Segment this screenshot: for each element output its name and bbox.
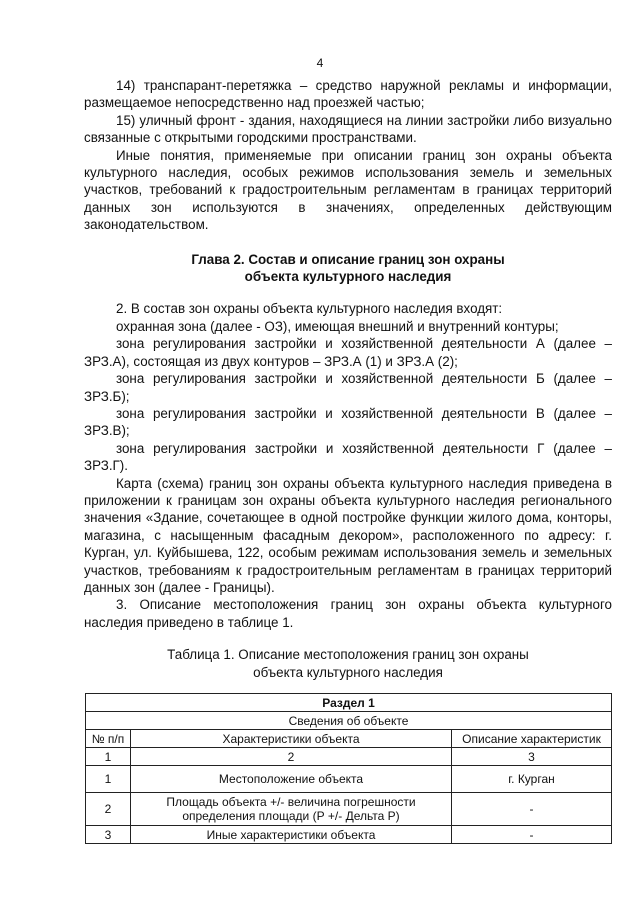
table-cell: г. Курган [452, 766, 612, 793]
table-cell: - [452, 826, 612, 844]
paragraph-zone-v: зона регулирования застройки и хозяйственной деятельности В (далее – ЗРЗ.В); [84, 405, 612, 439]
table-caption-line-1: Таблица 1. Описание местоположения границ зон охраны [167, 647, 529, 663]
table-caption-line-2: объекта культурного наследия [253, 664, 443, 680]
table-subsection-title: Сведения об объекте [86, 712, 612, 730]
paragraph-zone-a: зона регулирования застройки и хозяйственной деятельности А (далее – ЗРЗ.А), состоящая из двух контуров – ЗРЗ.А (1) и ЗРЗ.А (2); [84, 336, 612, 369]
page-number: 4 [316, 56, 324, 70]
table-row [86, 712, 612, 730]
table-row [86, 748, 612, 766]
paragraph-term-15: 15) уличный фронт - здания, находящиеся на линии застройки либо визуально связанные с открытыми городскими пространствами. [84, 112, 612, 146]
table-row [86, 694, 612, 712]
table-cell: 2 [131, 748, 452, 766]
paragraph-other-terms: Иные понятия, применяемые при описании границ зон охраны объекта культурного наследия, особых режимов использования земель и земельных участков, требований к градостроительным регламентам в границах территорий данных зон используются в значениях, определенных действующим законодательством. [84, 147, 612, 233]
table-cell: 3 [86, 826, 131, 844]
table-cell: - [452, 793, 612, 826]
table-section-title: Раздел 1 [86, 694, 612, 712]
table-cell: Площадь объекта +/- величина погрешности определения площади (Р +/- Дельта Р) [131, 793, 452, 826]
table-row [86, 826, 612, 844]
paragraph-map: Карта (схема) границ зон охраны объекта культурного наследия приведена в приложении к границам зон охраны объекта культурного наследия регионального значения «Здание, сочетающее в одной постройке функции жилого дома, конторы, магазина, с насыщенным фасадным декором», расположенного по адресу: г. Курган, ул. Куйбышева, 122, особым режимам использования земель и земельных участков, требованиям к градостроительным регламентам в границах территорий данных зон (далее - Границы). [84, 475, 612, 595]
chapter-title [84, 251, 612, 286]
paragraph-term-14: 14) транспарант-перетяжка – средство наружной рекламы и информации, размещаемое непосредственно над проезжей частью; [84, 78, 612, 111]
paragraph-zone-b: зона регулирования застройки и хозяйственной деятельности Б (далее – ЗРЗ.Б); [84, 371, 612, 404]
chapter-title-line-2: объекта культурного наследия [244, 269, 452, 285]
table-header-cell: Описание характеристик [452, 730, 612, 748]
table-cell: 3 [452, 748, 612, 766]
zones-table [85, 693, 612, 844]
table-cell: Местоположение объекта [131, 766, 452, 793]
table-header-cell: Характеристики объекта [131, 730, 452, 748]
paragraph-zone-oz: охранная зона (далее - ОЗ), имеющая внешний и внутренний контуры; [116, 318, 559, 334]
table-header-cell: № п/п [86, 730, 131, 748]
table-caption [84, 646, 612, 681]
table-row [86, 766, 612, 793]
paragraph-zone-g: зона регулирования застройки и хозяйственной деятельности Г (далее – ЗРЗ.Г). [84, 440, 612, 474]
table-row [86, 793, 612, 826]
table-cell: 1 [86, 748, 131, 766]
table-cell: Иные характеристики объекта [131, 826, 452, 844]
table-cell: 1 [86, 766, 131, 793]
table-cell: 2 [86, 793, 131, 826]
paragraph-item-3: 3. Описание местоположения границ зон охраны объекта культурного наследия приведено в таблице 1. [84, 597, 612, 630]
document-body [84, 77, 612, 844]
paragraph-item-2: 2. В состав зон охраны объекта культурного наследия входят: [116, 301, 503, 317]
table-header-row [86, 730, 612, 748]
chapter-title-line-1: Глава 2. Состав и описание границ зон охраны [191, 251, 505, 267]
